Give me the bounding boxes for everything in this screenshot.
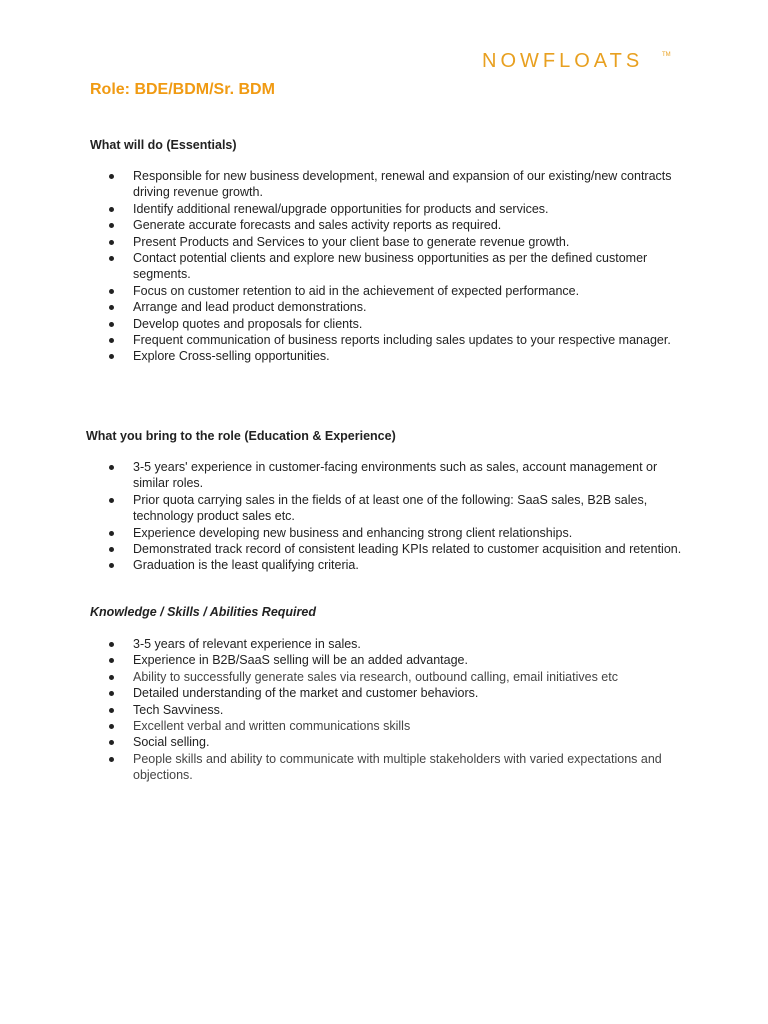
list-item <box>106 492 686 525</box>
list-item <box>106 348 686 364</box>
list-item <box>106 718 686 734</box>
bullet-icon <box>109 174 114 179</box>
list-item-text: Excellent verbal and written communications skills <box>133 719 411 734</box>
list-item-text: Demonstrated track record of consistent leading KPIs related to customer acquisition and retention. <box>133 542 682 557</box>
role-title: Role: BDE/BDM/Sr. BDM <box>90 81 275 98</box>
list-item-text: Experience in B2B/SaaS selling will be an added advantage. <box>133 653 468 668</box>
list-item <box>106 217 686 233</box>
list-item-text: Generate accurate forecasts and sales activity reports as required. <box>133 218 502 233</box>
list-item <box>106 557 686 573</box>
list-item <box>106 283 686 299</box>
list-item-text: Tech Savviness. <box>133 702 224 717</box>
bullet-icon <box>109 547 114 552</box>
list-item <box>106 636 686 652</box>
list-item-text: People skills and ability to communicate with multiple stakeholders with varied expectations and objections. <box>133 751 662 783</box>
bullet-icon <box>109 338 114 343</box>
bullet-icon <box>109 708 114 713</box>
list-item <box>106 652 686 668</box>
bullet-icon <box>109 305 114 310</box>
list-item-text: Frequent communication of business reports including sales updates to your respective manager. <box>133 333 671 348</box>
logo-text: NOWFLOATS <box>482 50 644 72</box>
bullet-icon <box>109 240 114 245</box>
list-item <box>106 459 686 492</box>
bullet-icon <box>109 207 114 212</box>
list-item <box>106 250 686 283</box>
list-item <box>106 734 686 750</box>
bullet-icon <box>109 465 114 470</box>
logo-trademark: TM <box>662 52 671 58</box>
list-item-text: 3-5 years' experience in customer-facing environments such as sales, account management or similar roles. <box>133 460 658 491</box>
list-item-text: Present Products and Services to your client base to generate revenue growth. <box>133 234 570 249</box>
list-item-text: Develop quotes and proposals for clients. <box>133 316 363 331</box>
list-item <box>106 702 686 718</box>
list-item-text: Prior quota carrying sales in the fields of at least one of the following: SaaS sales, B2B sales, technology product sales etc. <box>133 492 648 524</box>
list-item-text: Graduation is the least qualifying criteria. <box>133 558 359 573</box>
bullet-icon <box>109 658 114 663</box>
list-item <box>106 168 686 201</box>
bullet-icon <box>109 289 114 294</box>
list-item <box>106 525 686 541</box>
list-item <box>106 669 686 685</box>
bullet-icon <box>109 724 114 729</box>
list-item <box>106 299 686 315</box>
education-experience-list <box>106 459 686 574</box>
bullet-icon <box>109 740 114 745</box>
list-item-text: Arrange and lead product demonstrations. <box>133 300 367 315</box>
list-item <box>106 332 686 348</box>
bullet-icon <box>109 691 114 696</box>
bullet-icon <box>109 642 114 647</box>
bullet-icon <box>109 223 114 228</box>
list-item <box>106 541 686 557</box>
list-item-text: Contact potential clients and explore new business opportunities as per the defined customer segments. <box>133 251 648 282</box>
bullet-icon <box>109 563 114 568</box>
bullet-icon <box>109 757 114 762</box>
bullet-icon <box>109 256 114 261</box>
list-item-text: 3-5 years of relevant experience in sales. <box>133 637 361 651</box>
section-heading-education-experience: What you bring to the role (Education & Experience) <box>86 429 396 443</box>
list-item <box>106 201 686 217</box>
list-item <box>106 751 686 784</box>
list-item <box>106 685 686 701</box>
essentials-list <box>106 168 686 365</box>
bullet-icon <box>109 354 114 359</box>
list-item-text: Experience developing new business and enhancing strong client relationships. <box>133 525 573 540</box>
list-item-text: Focus on customer retention to aid in the achievement of expected performance. <box>133 283 580 298</box>
list-item-text: Explore Cross-selling opportunities. <box>133 349 330 364</box>
bullet-icon <box>109 675 114 680</box>
bullet-icon <box>109 531 114 536</box>
section-heading-knowledge-skills: Knowledge / Skills / Abilities Required <box>90 605 316 619</box>
list-item <box>106 234 686 250</box>
list-item-text: Responsible for new business development, renewal and expansion of our existing/new contracts driving revenue growth. <box>133 169 672 200</box>
list-item <box>106 316 686 332</box>
list-item-text: Identify additional renewal/upgrade opportunities for products and services. <box>133 201 549 216</box>
knowledge-skills-list <box>106 636 686 784</box>
list-item-text: Social selling. <box>133 735 210 750</box>
list-item-text: Ability to successfully generate sales via research, outbound calling, email initiatives etc <box>133 669 618 684</box>
bullet-icon <box>109 322 114 327</box>
nowfloats-logo <box>478 44 678 78</box>
bullet-icon <box>109 498 114 503</box>
section-heading-essentials: What will do (Essentials) <box>90 138 237 152</box>
list-item-text: Detailed understanding of the market and customer behaviors. <box>133 686 479 701</box>
